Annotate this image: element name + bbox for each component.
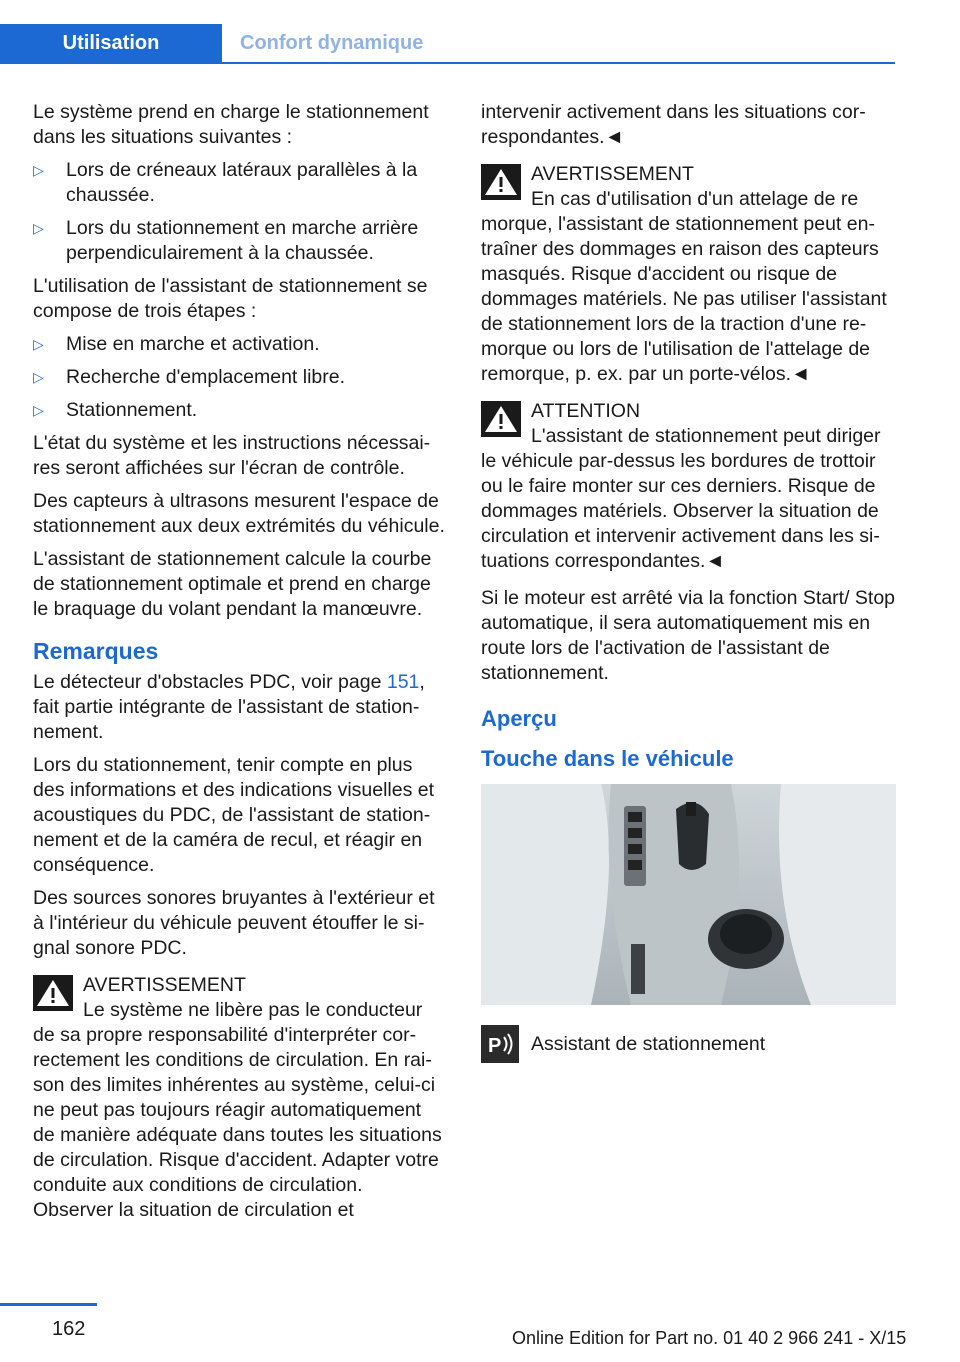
paragraph: L'assistant de stationnement calcule la courbe de stationnement optimale et prend en charge le braquage du volant pendant la manœuvre.	[33, 548, 432, 620]
caution-text: le véhicule par-dessus les bordures de trottoir ou le faire monter sur ces derniers. Risque de dommages matériels. Observer la situation de circulation et intervenir activement dans les situations correspondantes.◄	[481, 450, 880, 572]
warning-icon	[481, 401, 521, 437]
caution-first-line: L'assistant de stationnement peut diriger	[531, 425, 881, 447]
paragraph: Le détecteur d'obstacles PDC, voir page 151, fait partie intégrante de l'assistant de stationnement.	[33, 671, 425, 743]
heading-remarques: Remarques	[33, 638, 159, 664]
right-column	[481, 100, 896, 1063]
heading-touche: Touche dans le véhicule	[481, 746, 734, 771]
paragraph: intervenir activement dans les situations correspondantes.◄	[481, 101, 866, 148]
page-number: 162	[52, 1318, 86, 1340]
warning-text: morque, l'assistant de stationnement peut entraîner des dommages en raison des capteurs masqués. Risque d'accident ou risque de dommages matériels. Ne pas utiliser l'assistant de stationnement lors de la traction d'une remorque ou lors de l'utilisation de l'attelage de remorque, p. ex. par un porte-vélos.◄	[481, 213, 887, 385]
button-reference	[481, 1025, 896, 1063]
warning-icon	[33, 975, 73, 1011]
button-label: Assistant de stationnement	[531, 1032, 766, 1055]
svg-text:P: P	[488, 1035, 502, 1057]
page-link[interactable]: 151	[386, 671, 420, 693]
list-item: ▷ Recherche d'emplacement libre.	[33, 366, 346, 388]
header-tabbar	[0, 24, 895, 64]
park-assist-button-icon	[481, 1025, 519, 1063]
paragraph: Des capteurs à ultrasons mesurent l'espace de stationnement aux deux extrémités du véhicule.	[33, 490, 445, 537]
paragraph: L'état du système et les instructions nécessaires seront affichées sur l'écran de contrôle.	[33, 432, 431, 479]
warning-title: AVERTISSEMENT	[531, 163, 694, 185]
bullet-triangle-icon: ▷	[33, 220, 44, 236]
warning-title: AVERTISSEMENT	[83, 974, 246, 996]
list-item: ▷ Mise en marche et activation.	[33, 333, 320, 355]
warning-first-line: Le système ne libère pas le conducteur	[83, 999, 423, 1021]
caution-block	[481, 399, 896, 574]
tab-confort-dynamique[interactable]: Confort dynamique	[240, 32, 424, 54]
footer-edition: Online Edition for Part no. 01 40 2 966 241 - X/15	[512, 1328, 907, 1348]
paragraph: Lors du stationnement, tenir compte en plus des informations et des indications visuelles et acoustiques du PDC, de l'assistant de stationnement et de la caméra de recul, et réagir en conséquence.	[33, 754, 435, 876]
warning-block	[33, 973, 448, 1223]
footer-accent-line	[0, 1303, 97, 1306]
caution-title: ATTENTION	[531, 400, 641, 422]
warning-text: de sa propre responsabilité d'interpréter correctement les conditions de circulation. En raison des limites inhérentes au système, celui-ci ne peut pas toujours réagir automatiquement de manière adéquate dans toutes les situations de circulation. Risque d'accident. Adapter votre conduite aux conditions de circulation. Observer la situation de circulation et	[33, 1024, 442, 1221]
list-item: ▷ Lors du stationnement en marche arrière perpendiculairement à la chaussée.	[33, 217, 419, 264]
warning-icon	[481, 164, 521, 200]
list-item: ▷ Stationnement.	[33, 399, 198, 421]
warning-first-line: En cas d'utilisation d'un attelage de re	[531, 188, 859, 210]
left-column	[33, 100, 448, 1235]
bullet-triangle-icon: ▷	[33, 369, 44, 385]
warning-block	[481, 162, 896, 387]
center-console-photo	[481, 784, 896, 1005]
paragraph: L'utilisation de l'assistant de stationnement se compose de trois étapes :	[33, 275, 428, 322]
paragraph: Le système prend en charge le stationnement dans les situations suivantes :	[33, 101, 429, 148]
bullet-triangle-icon: ▷	[33, 402, 44, 418]
heading-apercu: Aperçu	[481, 706, 557, 731]
paragraph: Des sources sonores bruyantes à l'extérieur et à l'intérieur du véhicule peuvent étouffer le signal sonore PDC.	[33, 887, 435, 959]
paragraph: Si le moteur est arrêté via la fonction Start/ Stop automatique, il sera automatiquement mis en route lors de l'activation de l'assistant de stationnement.	[481, 587, 896, 684]
bullet-triangle-icon: ▷	[33, 336, 44, 352]
bullet-triangle-icon: ▷	[33, 162, 44, 178]
tab-utilisation[interactable]: Utilisation	[0, 24, 222, 62]
list-item: ▷ Lors de créneaux latéraux parallèles à la chaussée.	[33, 159, 418, 206]
